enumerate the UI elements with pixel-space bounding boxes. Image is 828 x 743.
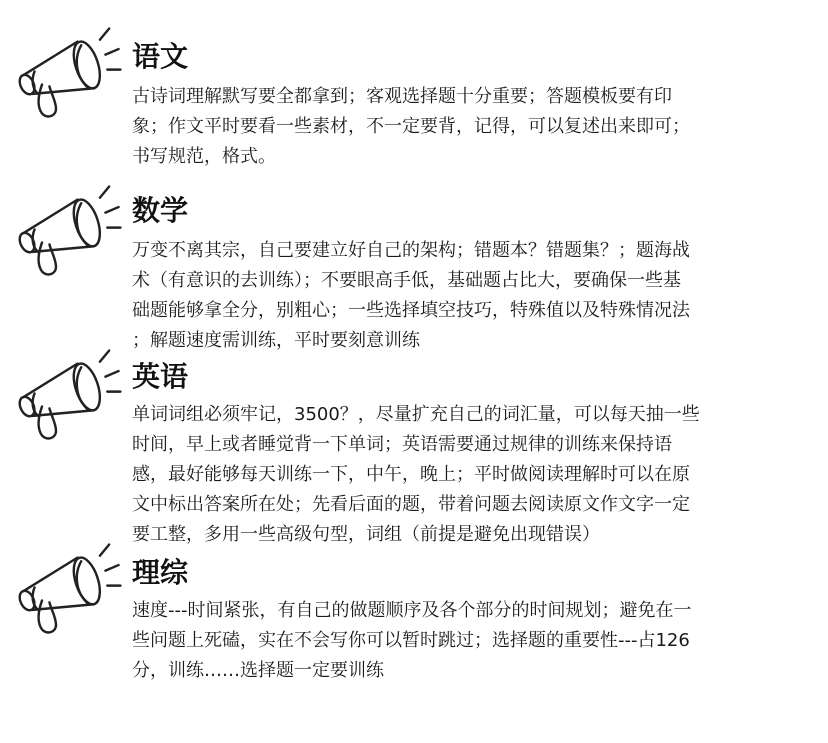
body-line: 文中标出答案所在处；先看后面的题，带着问题去阅读原文作文字一定 xyxy=(132,494,690,515)
megaphone-icon xyxy=(14,344,126,456)
section-title: 英语 xyxy=(132,360,189,393)
body-line: 象；作文平时要看一些素材，不一定要背，记得，可以复述出来即可； xyxy=(132,116,690,137)
section-title: 数学 xyxy=(132,194,189,227)
megaphone-icon xyxy=(14,180,126,292)
section-body xyxy=(132,596,782,686)
body-line: 书写规范，格式。 xyxy=(132,146,276,167)
body-line: 速度---时间紧张，有自己的做题顺序及各个部分的时间规划；避免在一 xyxy=(132,600,692,621)
megaphone-icon xyxy=(14,538,126,650)
section-title: 语文 xyxy=(132,40,189,73)
body-line: 要工整，多用一些高级句型，词组（前提是避免出现错误） xyxy=(132,524,600,545)
megaphone-icon xyxy=(14,22,126,134)
body-line: 时间，早上或者睡觉背一下单词；英语需要通过规律的训练来保持语 xyxy=(132,434,672,455)
section-body xyxy=(132,400,782,550)
body-line: 些问题上死磕，实在不会写你可以暂时跳过；选择题的重要性---占126 xyxy=(132,630,690,651)
body-line: 单词词组必须牢记，3500？，尽量扩充自己的词汇量，可以每天抽一些 xyxy=(132,404,700,425)
body-line: 础题能够拿全分，别粗心；一些选择填空技巧，特殊值以及特殊情况法 xyxy=(132,300,690,321)
body-line: ；解题速度需训练，平时要刻意训练 xyxy=(132,330,420,351)
body-line: 感，最好能够每天训练一下，中午，晚上；平时做阅读理解时可以在原 xyxy=(132,464,690,485)
body-line: 术（有意识的去训练）；不要眼高手低，基础题占比大，要确保一些基 xyxy=(132,270,681,291)
section-body xyxy=(132,82,782,172)
section-title: 理综 xyxy=(132,556,189,589)
body-line: 古诗词理解默写要全都拿到；客观选择题十分重要；答题模板要有印 xyxy=(132,86,672,107)
body-line: 分，训练……选择题一定要训练 xyxy=(132,660,384,681)
section-body xyxy=(132,236,782,356)
body-line: 万变不离其宗，自己要建立好自己的架构；错题本？错题集？；题海战 xyxy=(132,240,690,261)
